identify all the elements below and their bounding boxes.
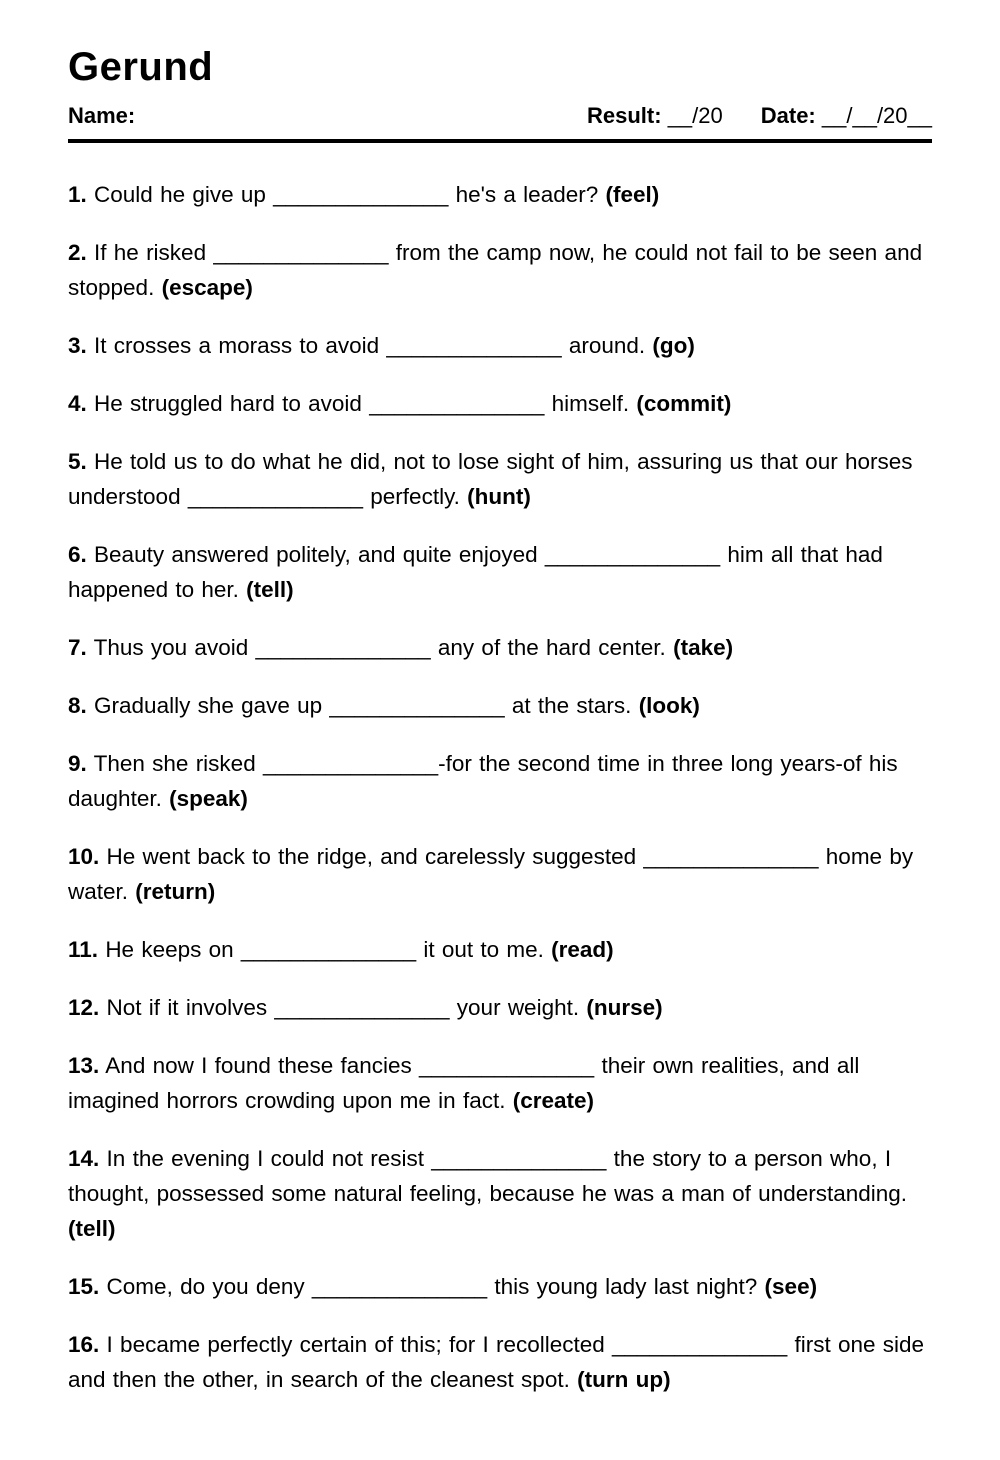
question-number: 3. xyxy=(68,333,87,359)
question-verb: (commit) xyxy=(636,391,732,417)
question-verb: (take) xyxy=(673,635,734,661)
question-text: Not if it involves ______________ your weight. xyxy=(106,995,580,1021)
question-verb: (create) xyxy=(512,1088,595,1114)
question-text: Thus you avoid ______________ any of the hard center. xyxy=(93,635,666,661)
question-item xyxy=(68,328,932,363)
question-number: 6. xyxy=(68,542,87,568)
date-label: Date: xyxy=(760,103,816,128)
question-verb: (tell) xyxy=(246,577,294,603)
question-verb: (see) xyxy=(764,1274,818,1300)
question-verb: (return) xyxy=(135,879,216,905)
question-list xyxy=(68,177,932,1397)
question-verb: (tell) xyxy=(68,1216,116,1242)
question-text: Then she risked ______________-for the second time in three long years-of his daughter. xyxy=(68,751,898,812)
question-item xyxy=(68,537,932,607)
question-item xyxy=(68,177,932,212)
question-number: 7. xyxy=(68,635,87,661)
question-text: He told us to do what he did, not to lose sight of him, assuring us that our horses understood ______________ perfectly. xyxy=(68,449,913,510)
question-text: If he risked ______________ from the camp now, he could not fail to be seen and stopped. xyxy=(68,240,923,301)
question-number: 9. xyxy=(68,751,87,777)
question-verb: (nurse) xyxy=(586,995,663,1021)
question-number: 4. xyxy=(68,391,87,417)
question-verb: (feel) xyxy=(605,182,660,208)
question-number: 5. xyxy=(68,449,87,475)
date-field xyxy=(761,104,932,128)
question-item xyxy=(68,630,932,665)
question-text: It crosses a morass to avoid ______________ around. xyxy=(94,333,646,359)
question-item xyxy=(68,1141,932,1246)
question-number: 2. xyxy=(68,240,87,266)
question-text: Gradually she gave up ______________ at the stars. xyxy=(94,693,632,719)
question-item xyxy=(68,746,932,816)
worksheet-header xyxy=(68,104,932,143)
question-item xyxy=(68,839,932,909)
question-item xyxy=(68,688,932,723)
question-text: I became perfectly certain of this; for I recollected ______________ first one side and then the other, in search of the cleanest spot. xyxy=(68,1332,925,1393)
question-text: Could he give up ______________ he's a leader? xyxy=(94,182,599,208)
question-verb: (escape) xyxy=(161,275,253,301)
question-item xyxy=(68,1269,932,1304)
question-item xyxy=(68,444,932,514)
question-verb: (look) xyxy=(638,693,700,719)
question-verb: (hunt) xyxy=(467,484,531,510)
question-text: In the evening I could not resist ______________ the story to a person who, I thought, possessed some natural feeling, because he was a man of understanding. xyxy=(68,1146,908,1207)
question-number: 11. xyxy=(68,937,99,963)
question-number: 14. xyxy=(68,1146,100,1172)
question-verb: (read) xyxy=(551,937,614,963)
question-text: Beauty answered politely, and quite enjoyed ______________ him all that had happened to her. xyxy=(68,542,883,603)
date-value: __/__/20__ xyxy=(821,103,932,128)
result-value: __/20 xyxy=(667,103,723,128)
question-verb: (go) xyxy=(652,333,695,359)
question-number: 12. xyxy=(68,995,100,1021)
question-text: He struggled hard to avoid ______________ himself. xyxy=(94,391,630,417)
question-verb: (turn up) xyxy=(577,1367,671,1393)
question-number: 13. xyxy=(68,1053,100,1079)
question-text: Come, do you deny ______________ this young lady last night? xyxy=(106,1274,758,1300)
question-item xyxy=(68,932,932,967)
question-number: 8. xyxy=(68,693,87,719)
question-number: 15. xyxy=(68,1274,100,1300)
result-field xyxy=(587,104,723,128)
result-date-group xyxy=(587,104,932,128)
question-item xyxy=(68,990,932,1025)
name-label: Name: xyxy=(68,103,136,128)
question-verb: (speak) xyxy=(169,786,248,812)
result-label: Result: xyxy=(587,103,662,128)
question-number: 16. xyxy=(68,1332,100,1358)
question-item xyxy=(68,235,932,305)
question-number: 1. xyxy=(68,182,87,208)
question-item xyxy=(68,1048,932,1118)
question-number: 10. xyxy=(68,844,100,870)
page-title: Gerund xyxy=(68,45,214,89)
question-item xyxy=(68,1327,932,1397)
question-text: He went back to the ridge, and carelessly suggested ______________ home by water. xyxy=(68,844,914,905)
question-text: And now I found these fancies ______________ their own realities, and all imagined horrors crowding upon me in fact. xyxy=(68,1053,860,1114)
question-text: He keeps on ______________ it out to me. xyxy=(105,937,544,963)
question-item xyxy=(68,386,932,421)
